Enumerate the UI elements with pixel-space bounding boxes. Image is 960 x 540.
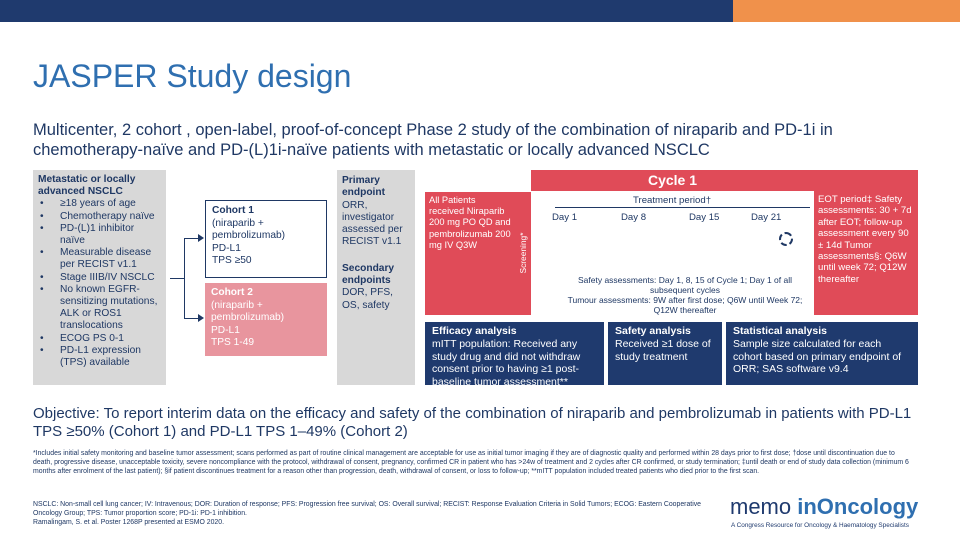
logo-part-2: inOncology <box>797 494 919 519</box>
eligibility-criteria-box <box>33 170 166 385</box>
safety-analysis-panel <box>608 322 722 385</box>
primary-endpoint-text: ORR, investigator assessed per RECIST v1.1 <box>342 199 403 248</box>
header-bar-navy <box>0 0 733 22</box>
safety-assessment-text: Safety assessments: Day 1, 8, 15 of Cycle 1; Day 1 of all subsequent cycles <box>577 275 792 295</box>
criteria-item: • ECOG PS 0-1 <box>38 333 161 345</box>
assessment-schedule <box>560 275 810 315</box>
header-bar-orange <box>733 0 960 22</box>
secondary-endpoints-header: Secondary endpoints <box>342 262 395 287</box>
footnote-text: *Includes initial safety monitoring and baseline tumor assessment; scans performed as part of routine clinical management are acceptable for use as initial tumor imaging if they are of diagnostic quality and performed within 28 days prior to first dose; †dose until discontinuation due to death, progressive disease, unacceptable toxicity, severe noncompliance with the protocol, withdrawal of consent, pregnancy, confirmed CR in patient who has >24w of treatment and 2 cycles after CR confirmed, or study termination; ‡until death or end of study data collection (minimum 6 months after enrolment of the last patient); §if patient discontinues treatment for a reason other than progression, death, withdrawal of consent, or loss to follow-up; **mITT population included treated patients who died prior to the first scan. <box>33 450 909 475</box>
criteria-item: • Measurable disease per RECIST v1.1 <box>38 247 161 271</box>
criteria-item: • PD-L1 expression (TPS) available <box>38 345 161 369</box>
study-subtitle: Multicenter, 2 cohort , open-label, proof-of-concept Phase 2 study of the combination of niraparib and PD-1i in chemotherapy-naïve and PD-(L)1i-naïve patients with metastatic or locally advanced NSCLC <box>33 121 833 159</box>
connector-line <box>170 278 184 279</box>
eot-period-box: EOT period‡ Safety assessments: 30 + 7d after EOT; follow-up assessment every 90 ± 14d Tumor assessments§: Q6W until week 72; Q12W thereafter <box>814 191 918 315</box>
timeline-line <box>555 207 810 208</box>
criteria-item: • PD-(L)1 inhibitor naïve <box>38 223 161 247</box>
efficacy-analysis-panel <box>425 322 604 389</box>
arrow-right-icon <box>198 314 204 322</box>
treatment-period-label: Treatment period† <box>633 195 712 206</box>
statistical-analysis-text: Sample size calculated for each cohort based on primary endpoint of ORR; SAS software v9.4 <box>733 337 902 376</box>
abbreviations-block <box>33 500 723 527</box>
secondary-endpoints-text: DOR, PFS, OS, safety <box>342 287 393 311</box>
cohort-2-line: PD-L1 <box>211 324 240 336</box>
cohort-1-line: TPS ≥50 <box>212 255 252 266</box>
arrow-right-icon <box>198 234 204 242</box>
safety-analysis-text: Received ≥1 dose of study treatment <box>615 337 711 363</box>
criteria-item: • Stage IIIB/IV NSCLC <box>38 272 161 284</box>
all-patients-box: All Patients received Niraparib 200 mg PO QD and pembrolizumab 200 mg IV Q3W <box>425 192 515 315</box>
cohort-1-line: (niraparib + <box>212 217 264 229</box>
day-label: Day 1 <box>552 212 578 223</box>
cohort-2-title: Cohort 2 <box>211 287 253 298</box>
cohort-2-line: TPS 1-49 <box>211 337 255 348</box>
cohort-2-line: (niraparib + <box>211 299 263 311</box>
objective-text: Objective: To report interim data on the efficacy and safety of the combination of niraparib and pembrolizumab in patients with PD-L1 TPS ≥50% (Cohort 1) and PD-L1 TPS 1–49% (Cohort 2) <box>33 405 912 440</box>
day-label: Day 8 <box>621 212 647 223</box>
criteria-list <box>38 198 161 369</box>
tumour-assessment-text: Tumour assessments: 9W after first dose; Q6W until Week 72; Q12W thereafter <box>567 295 803 315</box>
criteria-item: • No known EGFR-sensitizing mutations, ALK or ROS1 translocations <box>38 284 161 333</box>
cycle-banner-extension <box>814 170 918 191</box>
screening-label: Screening* <box>518 232 528 274</box>
repeat-cycle-icon <box>779 232 793 246</box>
safety-analysis-header: Safety analysis <box>615 325 691 337</box>
day-label: Day 15 <box>689 212 720 223</box>
reference-text: Ramalingam, S. et al. Poster 1268P presented at ESMO 2020. <box>33 519 225 526</box>
cycle-1-banner: Cycle 1 <box>531 170 814 191</box>
cohort-2-box <box>205 283 327 356</box>
cohort-1-title: Cohort 1 <box>212 205 254 216</box>
connector-line <box>184 318 199 319</box>
memo-inoncology-logo <box>730 494 918 520</box>
statistical-analysis-panel <box>726 322 918 385</box>
connector-line <box>184 238 185 318</box>
cohort-1-line: PD-L1 <box>212 242 241 254</box>
logo-tagline: A Congress Resource for Oncology & Haematology Specialists <box>731 522 909 529</box>
primary-endpoint-header: Primary endpoint <box>342 175 386 199</box>
criteria-item: • ≥18 years of age <box>38 198 161 210</box>
criteria-header: Metastatic or locally advanced NSCLC <box>38 174 136 198</box>
statistical-analysis-header: Statistical analysis <box>733 325 827 337</box>
logo-part-1: memo <box>730 494 798 519</box>
day-label: Day 21 <box>751 212 782 223</box>
cohort-1-box <box>205 200 327 278</box>
cohort-2-line: pembrolizumab) <box>211 312 285 323</box>
page-title: JASPER Study design <box>33 58 352 94</box>
abbreviations-text: NSCLC: Non-small cell lung cancer; IV: Intravenous; DOR: Duration of response; PFS: Progression free survival; OS: Overall survival; RECIST: Response Evaluation Criteria in Solid Tumors; ECOG: Eastern Cooperative Oncology Group; TPS: Tumor proportion score; PD-1i: PD-1 inhibition. <box>33 501 702 517</box>
connector-line <box>184 238 199 239</box>
criteria-item: • Chemotherapy naïve <box>38 211 161 223</box>
efficacy-analysis-text: mITT population: Received any study drug and did not withdraw consent prior to having ≥1 post-baseline tumor assessment** <box>432 337 581 389</box>
endpoints-box <box>337 170 415 385</box>
efficacy-analysis-header: Efficacy analysis <box>432 325 517 337</box>
cohort-1-line: pembrolizumab) <box>212 230 286 241</box>
